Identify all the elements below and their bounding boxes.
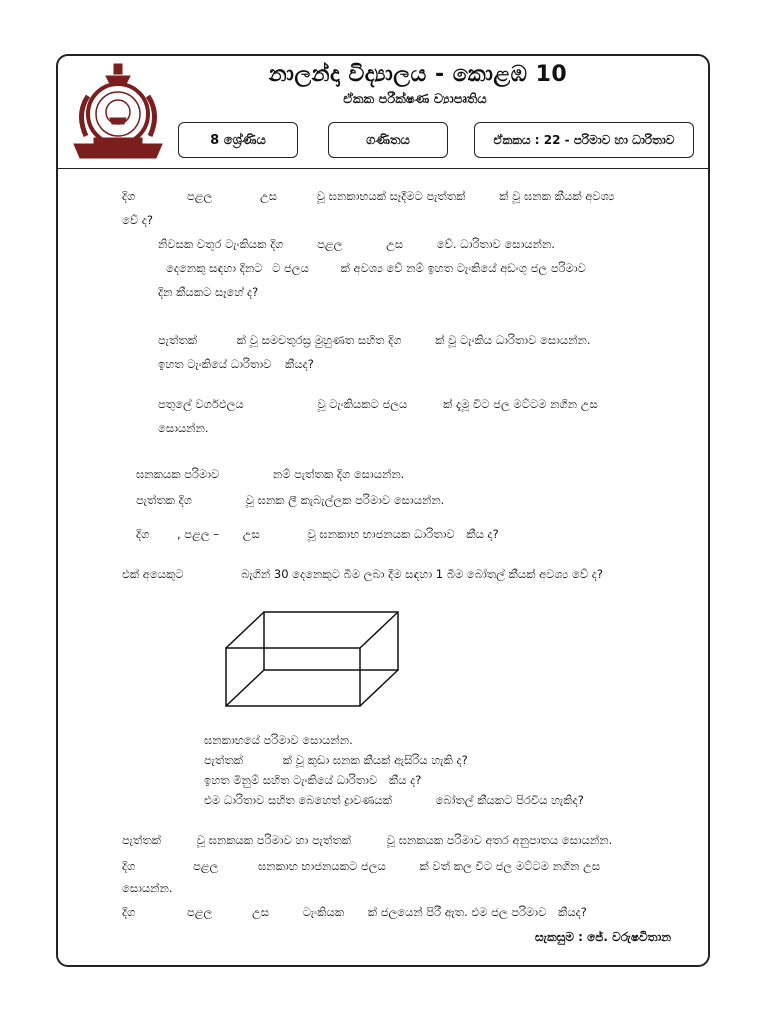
question-text: පළල <box>187 905 213 919</box>
question-line <box>136 492 444 508</box>
question-text: දිග <box>122 905 136 919</box>
question-text: බෝතල් කීයකට පිරවිය හැකිද? <box>435 793 584 807</box>
question-text: ක් දැමූ විට ජල මට්ටම නගින උස <box>443 397 598 411</box>
exam-subtitle: ඒකක පරීක්ෂණ ව්‍යාපෘතිය <box>343 92 487 107</box>
school-title: නාලන්දා විද්‍යාලය - කොළඹ 10 <box>268 62 568 87</box>
question-text: උස <box>386 237 404 251</box>
question-line <box>122 188 615 204</box>
question-line <box>158 236 555 252</box>
question-text: වූ ඝනකාභ භාජනයක ධාරිතාව <box>307 527 455 541</box>
grade-box: 8 ශ්‍රේණිය <box>178 122 298 158</box>
question-text: පතුලේ වර්ගඵලය <box>158 397 244 411</box>
question-text: වේ. ධාරිතාව සොයන්න. <box>436 237 555 251</box>
question-text: ක් වූ කුඩා ඝනක කීයක් ඇසිරිය හැකි ද? <box>282 753 468 767</box>
question-text: දිග <box>122 189 136 203</box>
prepared-by-credit: සැකසුම : ජේ. වරුෂවිතාන <box>535 930 672 944</box>
question-text: වූ ඝනක ලී කැබැල්ලක පරිමාව සොයන්න. <box>245 493 445 507</box>
question-line <box>158 420 208 436</box>
question-text: එක් අයෙකුට <box>122 567 184 581</box>
question-text: දෙනෙකු සඳහා දිනට <box>166 261 263 275</box>
question-text: එම ධාරිතාව සහිත බෙහෙත් ද්‍රාවණයක් <box>204 793 392 807</box>
question-text: ක් වත් කල විට ජල මට්ටම නගින උස <box>419 859 601 873</box>
question-line <box>204 732 353 748</box>
question-line <box>136 526 499 542</box>
question-text: ට ජලය <box>272 261 309 275</box>
question-line <box>158 284 258 300</box>
question-text: ටැංකියක <box>302 905 345 919</box>
question-text: ක් වූ ටැංකිය ධාරිතාව සොයන්න. <box>435 333 591 347</box>
header-divider <box>57 168 709 169</box>
question-line <box>122 212 153 228</box>
question-text: වූ ඝනකයක පරිමාව හා පැත්තක් <box>196 833 352 847</box>
question-text: කීයද? <box>558 905 587 919</box>
question-text: වූ ඝනකයක පරිමාව අතර අනුපාතය සොයන්න. <box>386 833 613 847</box>
question-text: පැත්තක් <box>204 753 244 767</box>
question-text: කීය ද? <box>388 773 422 787</box>
question-text: නිවසක වතුර ටැංකියක දිග <box>158 237 284 251</box>
question-text: ඉහත මිනුම් සහිත ටැංකියේ ධාරිතාව <box>204 773 378 787</box>
question-text: දිග <box>122 859 136 873</box>
question-text: වූ ටැංකියකට ජලය <box>317 397 408 411</box>
question-line <box>158 332 591 348</box>
question-text: ක් වූ සමචතුරස්‍ර මුහුණත සහිත දිග <box>236 333 402 347</box>
question-text: පළල <box>317 237 343 251</box>
question-text: ක් ජලයෙන් පිරී ඇත. එම ජල පරිමාව <box>367 905 547 919</box>
question-text: කීය ද? <box>466 527 499 541</box>
question-text: , පළල – <box>177 527 220 541</box>
question-line <box>122 904 587 920</box>
question-text: පැත්තක් <box>158 333 198 347</box>
question-line <box>204 792 584 808</box>
question-text: වූ ඝනකාභයක් සෑදීමට පැත්තක් <box>316 189 466 203</box>
question-line <box>122 832 612 848</box>
question-text: සොයන්න. <box>122 881 173 895</box>
question-text: කීයද? <box>285 357 314 371</box>
question-text: උස <box>242 527 260 541</box>
unit-box: ඒකකය : 22 - පරිමාව හා ධාරිතාව <box>474 122 694 158</box>
question-text: පළල <box>187 189 213 203</box>
question-line <box>136 466 404 482</box>
question-text: ක් වූ ඝනක කීයක් අවශ්‍ය <box>499 189 615 203</box>
question-text: ක් අවශ්‍ය වේ නම් ඉහත ටැංකියේ අඩංගු ජල පරිමාව <box>340 261 586 275</box>
question-line <box>166 260 586 276</box>
question-text: පැත්තක් <box>122 833 162 847</box>
question-text: ඝනකාභයේ පරිමාව සොයන්න. <box>204 733 353 747</box>
question-line <box>158 356 314 372</box>
question-text: උස <box>260 189 278 203</box>
question-line <box>158 396 598 412</box>
school-crest-logo <box>70 62 166 164</box>
question-text: උස <box>252 905 270 919</box>
question-text: නම් පැත්තක දිග සොයන්න. <box>272 467 405 481</box>
question-text: ඝනකයක පරිමාව <box>136 467 220 481</box>
question-text: දින කීයකට සෑහේ ද? <box>158 285 259 299</box>
question-text: සොයන්න. <box>158 421 209 435</box>
question-text: දිග <box>136 527 150 541</box>
question-line <box>204 772 421 788</box>
question-text: ඝනකාභ භාජනයකට ජලය <box>258 859 386 873</box>
question-line <box>122 880 172 896</box>
cuboid-figure <box>220 608 400 708</box>
question-text: පළල <box>193 859 219 873</box>
question-line <box>122 566 603 582</box>
question-line <box>122 858 600 874</box>
question-line <box>204 752 468 768</box>
question-text: වේ ද? <box>122 213 153 227</box>
question-text: බැගින් 30 දෙනෙකුට බීම ලබා දීම සඳහා 1 බීම බෝතල් කීයක් අවශ්‍ය වේ ද? <box>241 567 604 581</box>
question-text: පැත්තක දිග <box>136 493 192 507</box>
question-text: ඉහත ටැංකියේ ධාරිතාව <box>158 357 272 371</box>
subject-box: ගණිතය <box>328 122 448 158</box>
